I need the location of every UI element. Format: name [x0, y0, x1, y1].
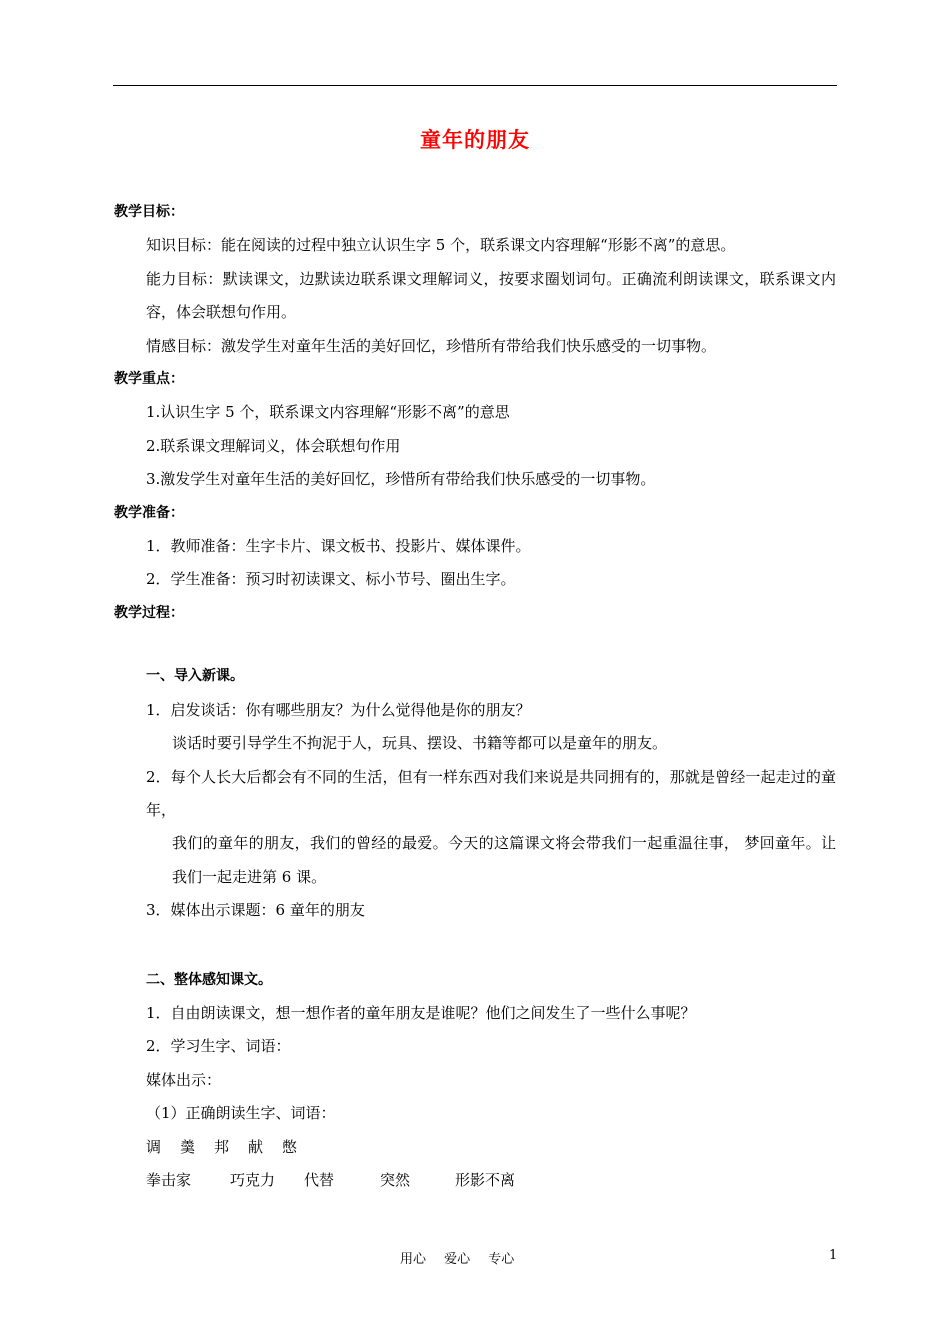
new-words: [114, 1164, 836, 1197]
word: 突然: [380, 1170, 411, 1189]
section1-heading: 一、导入新课。: [146, 668, 244, 685]
focus-heading: 教学重点：: [114, 371, 184, 388]
focus-item: 1.认识生字 5 个，联系课文内容理解“形影不离”的意思: [146, 403, 510, 422]
goals-heading: 教学目标：: [114, 204, 184, 220]
section2-line: 2．学习生字、词语：: [146, 1037, 291, 1056]
prep-item: 2．学生准备：预习时初读课文、标小节号、圈出生字。: [146, 570, 516, 589]
page-number: 1: [829, 1248, 838, 1263]
character: 羹: [180, 1137, 196, 1156]
process-heading: 教学过程：: [114, 604, 184, 621]
goal-emotion: 情感目标：激发学生对童年生活的美好回忆，珍惜所有带给我们快乐感受的一切事物。: [146, 336, 717, 355]
section2-line: （1）正确朗读生字、词语：: [146, 1104, 336, 1123]
document-title: 童年的朋友: [420, 128, 530, 152]
header-rule: [113, 85, 837, 86]
character: 憋: [282, 1137, 298, 1156]
character: 邦: [214, 1137, 230, 1156]
section2-line: 媒体出示：: [146, 1070, 222, 1089]
section2-heading: 二、整体感知课文。: [146, 971, 272, 988]
goal-ability: 能力目标：默读课文，边默读边联系课文理解词义，按要求圈划词句。正确流利朗读课文，联系课文内容，体会联想句作用。: [146, 269, 836, 322]
new-characters: [114, 1131, 836, 1164]
section1-line: 谈话时要引导学生不拘泥于人，玩具、摆设、书籍等都可以是童年的朋友。: [172, 734, 668, 753]
section1-line: 我们的童年的朋友，我们的曾经的最爱。今天的这篇课文将会带我们一起重温往事， 梦回童年。让我们一起走进第 6 课。: [172, 834, 836, 886]
word: 拳击家: [146, 1170, 192, 1189]
character: 献: [248, 1137, 264, 1156]
spacer: [114, 630, 836, 660]
prep-heading: 教学准备：: [114, 504, 184, 521]
character: 调: [146, 1137, 162, 1156]
focus-item: 2.联系课文理解词义，体会联想句作用: [146, 436, 401, 455]
section1-line: 3．媒体出示课题：6 童年的朋友: [146, 901, 365, 920]
spacer: [114, 928, 836, 964]
prep-item: 1．教师准备：生字卡片、课文板书、投影片、媒体课件。: [146, 537, 531, 556]
document-body: [114, 196, 836, 1197]
focus-item: 3.激发学生对童年生活的美好回忆，珍惜所有带给我们快乐感受的一切事物。: [146, 470, 656, 489]
goal-knowledge: 知识目标：能在阅读的过程中独立认识生字 5 个，联系课文内容理解“形影不离”的意思。: [146, 236, 736, 255]
section1-line: 1．启发谈话：你有哪些朋友？为什么觉得他是你的朋友？: [146, 700, 531, 719]
word: 形影不离: [455, 1170, 516, 1189]
footer-motto: 用心 爱心 专心: [400, 1252, 515, 1267]
word: 代替: [304, 1170, 335, 1189]
section2-line: 1．自由朗读课文，想一想作者的童年朋友是谁呢？他们之间发生了一些什么事呢？: [146, 1003, 696, 1022]
section1-line: 2．每个人长大后都会有不同的生活，但有一样东西对我们来说是共同拥有的，那就是曾经一起走过的童年，: [146, 767, 836, 819]
word: 巧克力: [230, 1170, 276, 1189]
